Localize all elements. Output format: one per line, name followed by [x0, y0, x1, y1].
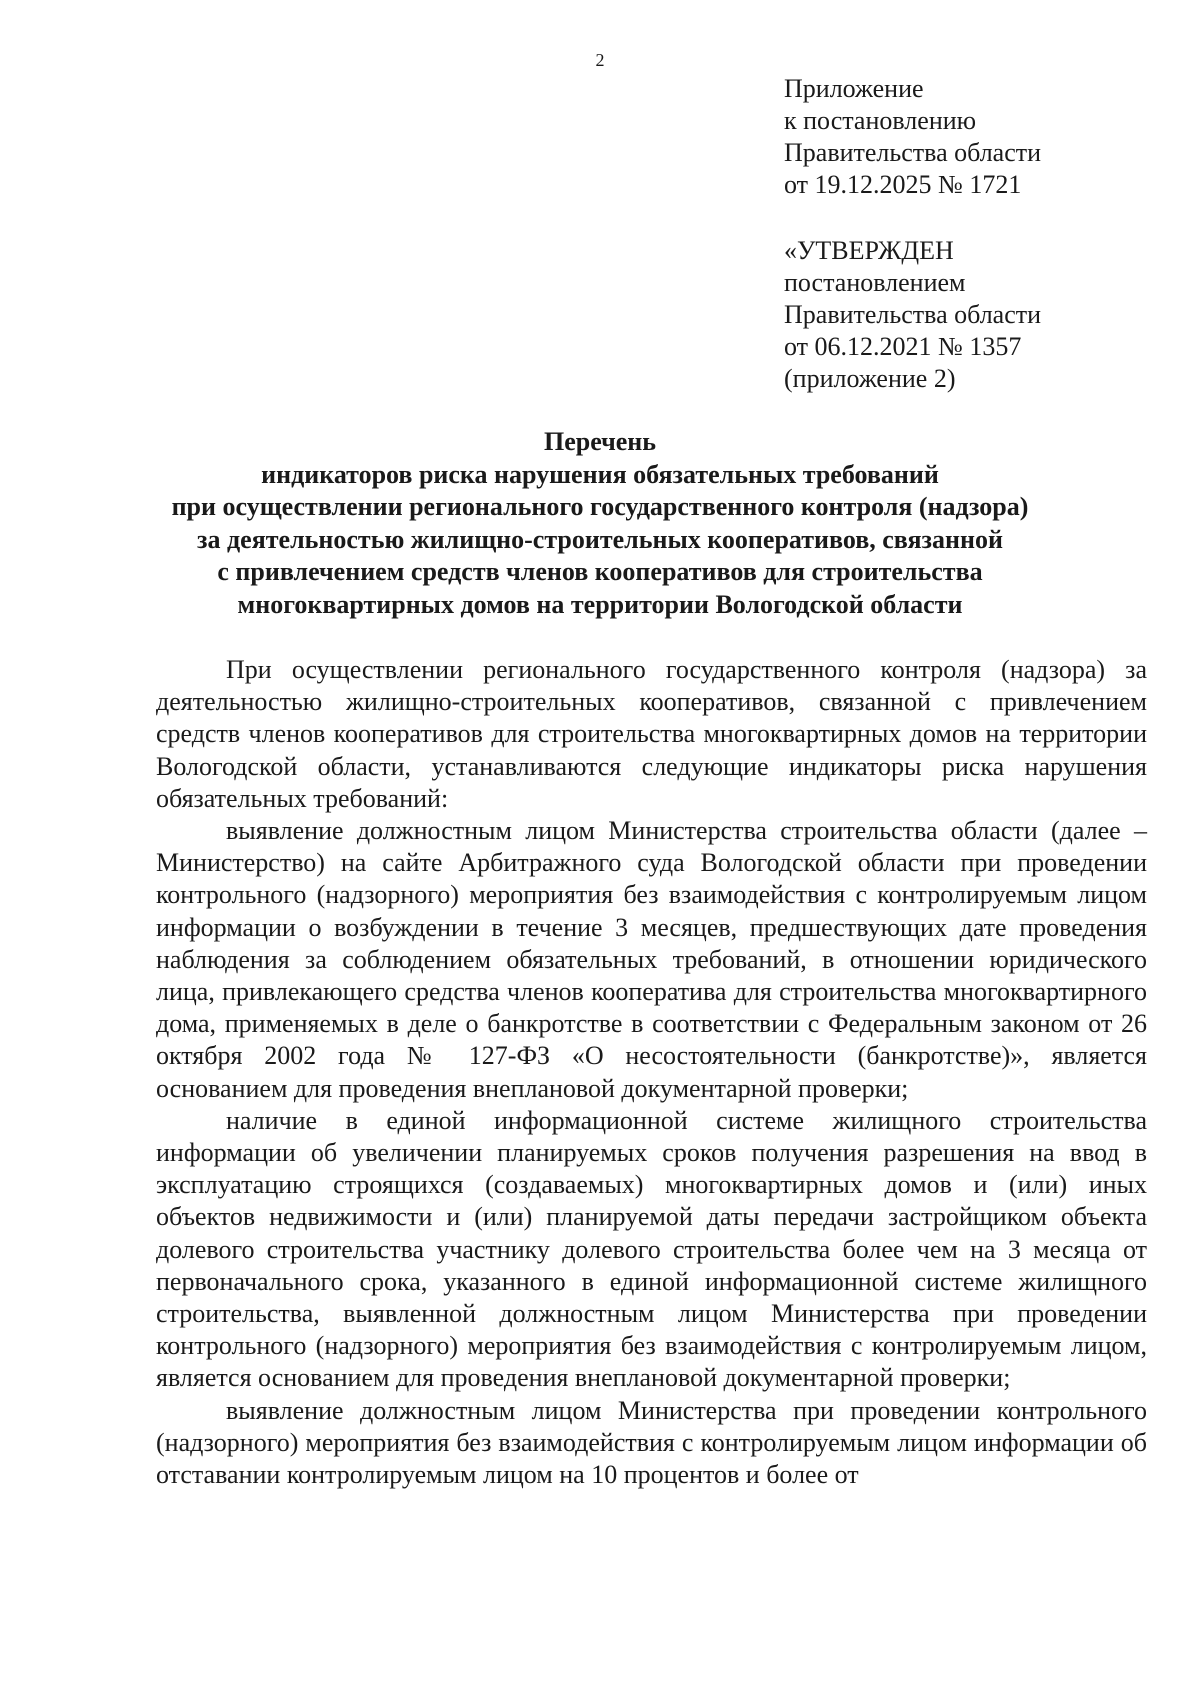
- body-paragraph: выявление должностным лицом Министерства при проведении контрольного (надзорного) мероприятия без взаимодействия с контролируемым лицом информации об отставании контролируемым лицом на 10 процентов и более от: [156, 1395, 1147, 1490]
- annex-block: [784, 73, 1164, 201]
- approved-line: (приложение 2): [784, 364, 956, 393]
- annex-line: Правительства области: [784, 138, 1042, 167]
- heading-title: Перечень: [543, 427, 657, 456]
- body-paragraph: наличие в единой информационной системе жилищного строительства информации об увеличении планируемых сроков получения разрешения на ввод в эксплуатацию строящихся (создаваемых) многоквартирных домов и (или) иных объектов недвижимости и (или) планируемой даты передачи застройщиком объекта долевого строительства участнику долевого строительства более чем на 3 месяца от первоначального срока, указанного в единой информационной системе жилищного строительства, выявленной должностным лицом Министерства при проведении контрольного (надзорного) мероприятия без взаимодействия с контролируемым лицом, является основанием для проведения внеплановой документарной проверки;: [156, 1105, 1147, 1393]
- annex-line: к постановлению: [784, 106, 977, 135]
- annex-line: Приложение: [784, 74, 924, 103]
- body-paragraph: выявление должностным лицом Министерства строительства области (далее – Министерство) на сайте Арбитражного суда Вологодской области при проведении контрольного (надзорного) мероприятия без взаимодействия с контролируемым лицом информации о возбуждении в течение 3 месяцев, предшествующих дате проведения наблюдения за соблюдением обязательных требований, в отношении юридического лица, привлекающего средства членов кооператива для строительства многоквартирного дома, применяемых в деле о банкротстве в соответствии с Федеральным законом от 26 октября 2002 года № 127-ФЗ «О несостоятельности (банкротстве)», является основанием для проведения внеплановой документарной проверки;: [156, 816, 1147, 1103]
- page-number: 2: [595, 50, 605, 70]
- body-paragraph: При осуществлении регионального государственного контроля (надзора) за деятельностью жилищно-строительных кооперативов, связанной с привлечением средств членов кооперативов для строительства многоквартирных домов на территории Вологодской области, устанавливаются следующие индикаторы риска нарушения обязательных требований:: [156, 655, 1147, 813]
- approved-line: «УТВЕРЖДЕН: [784, 236, 954, 265]
- annex-line: от 19.12.2025 № 1721: [784, 170, 1022, 199]
- approved-line: от 06.12.2021 № 1357: [784, 332, 1022, 361]
- heading-line: индикаторов риска нарушения обязательных требований: [261, 459, 939, 489]
- approved-block: [784, 235, 1164, 395]
- document-body: [156, 654, 1147, 1491]
- approved-line: постановлением: [784, 268, 966, 297]
- heading-line: при осуществлении регионального государственного контроля (надзора): [171, 492, 1029, 521]
- heading-line: многоквартирных домов на территории Вологодской области: [237, 589, 963, 619]
- approved-line: Правительства области: [784, 300, 1042, 329]
- document-heading: [140, 426, 1060, 621]
- heading-line: с привлечением средств членов кооперативов для строительства: [217, 557, 983, 586]
- heading-line: за деятельностью жилищно-строительных кооперативов, связанной: [197, 524, 1003, 554]
